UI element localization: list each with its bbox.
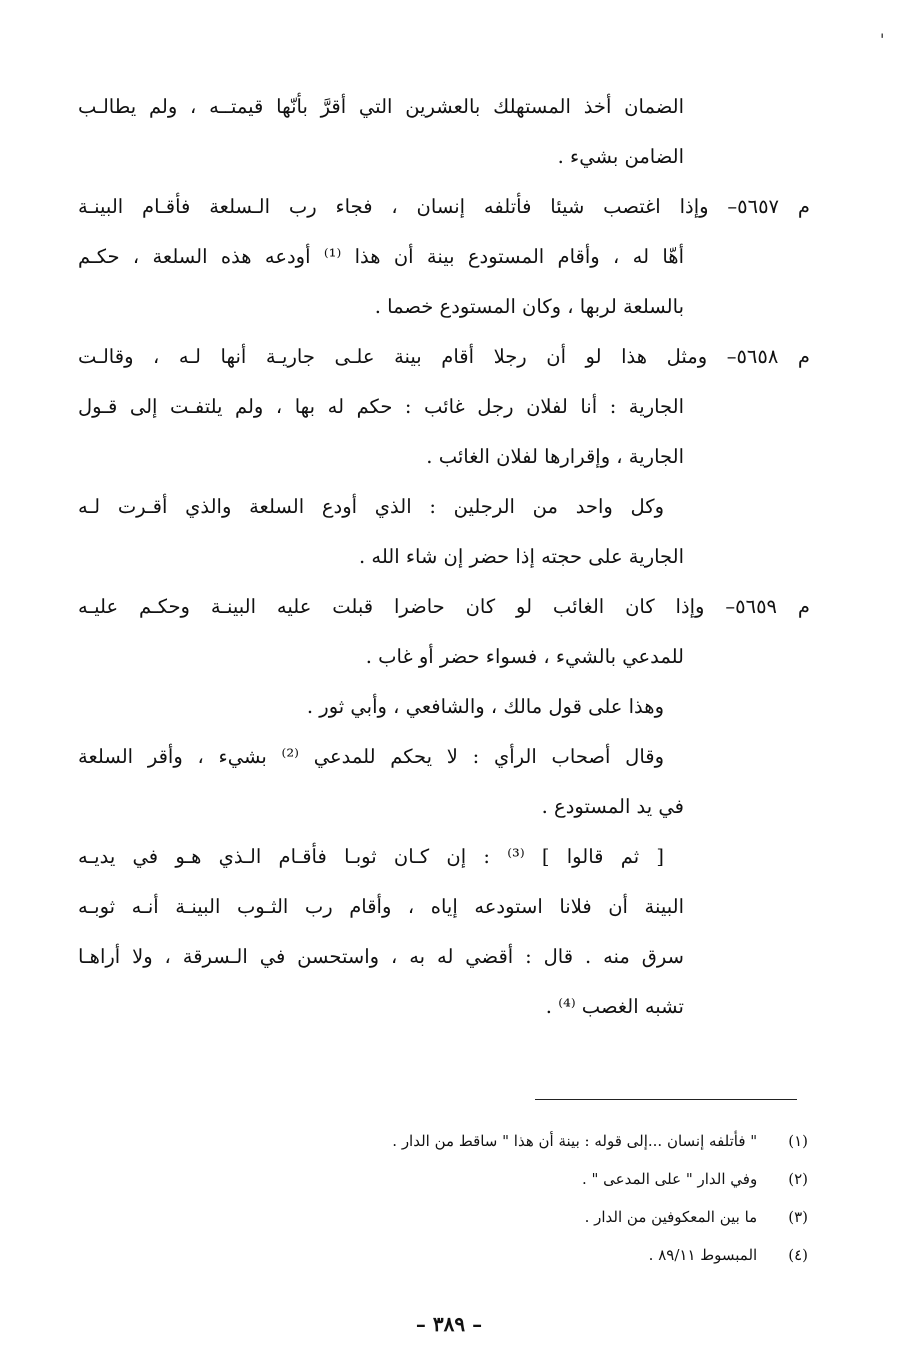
text-line: سرق منه . قال : أقضي له به ، واستحسن في الـسرقة ، ولا أراهـا xyxy=(78,945,684,968)
text-line: الضامن بشيء . xyxy=(557,145,684,168)
footnote xyxy=(288,1122,808,1160)
text-line: وهذا على قول مالك ، والشافعي ، وأبي ثور . xyxy=(306,695,664,718)
footnote xyxy=(288,1236,808,1274)
footnote-number: (٢) xyxy=(788,1170,808,1188)
numbered-issue-line: م ٥٦٥٨– ومثل هذا لو أن رجلا أقام بينة علـى جاريـة أنها لـه ، وقالـت xyxy=(78,345,810,368)
page-number: – ٣٨٩ – xyxy=(415,1312,483,1336)
text-line: وقال أصحاب الرأي : لا يحكم للمدعي ⁽²⁾ بشيء ، وأقر السلعة xyxy=(78,745,664,768)
text-line: [ ثم قالوا ] ⁽³⁾ : إن كـان ثوبـا فأقـام الـذي هـو في يديـه xyxy=(78,845,664,868)
footnote-separator xyxy=(535,1099,797,1100)
text-line: أهّا له ، وأقام المستودع بينة أن هذا ⁽¹⁾ أودعه هذه السلعة ، حكـم xyxy=(78,245,684,268)
footnote-text: وفي الدار " على المدعى " . xyxy=(581,1170,758,1188)
footnote-text: ما بين المعكوفين من الدار . xyxy=(584,1208,758,1226)
text-line: في يد المستودع . xyxy=(541,795,684,818)
text-line: بالسلعة لربها ، وكان المستودع خصما . xyxy=(374,295,684,318)
footnote-number: (١) xyxy=(788,1132,808,1150)
footnote-text: " فأتلفه إنسان ...إلى قوله : بينة أن هذا " ساقط من الدار . xyxy=(392,1132,758,1150)
main-text xyxy=(78,82,810,1032)
footnote-number: (٤) xyxy=(788,1246,808,1264)
text-line: البينة أن فلانا استودعه إياه ، وأقام رب الثـوب البينـة أنـه ثوبـه xyxy=(78,895,684,918)
numbered-issue-line: م ٥٦٥٧– وإذا اغتصب شيئا فأتلفه إنسان ، فجاء رب الـسلعة فأقـام البينـة xyxy=(78,195,810,218)
text-line: وكل واحد من الرجلين : الذي أودع السلعة والذي أقـرت لـه xyxy=(78,495,664,518)
numbered-issue-line: م ٥٦٥٩– وإذا كان الغائب لو كان حاضرا قبلت عليه البينـة وحكـم عليـه xyxy=(78,595,810,618)
text-line: للمدعي بالشيء ، فسواء حضر أو غاب . xyxy=(365,645,684,668)
text-line: الضمان أخذ المستهلك بالعشرين التي أقرَّ بأنّها قيمتــه ، ولم يطالـب xyxy=(78,95,684,118)
text-line: الجارية على حجته إذا حضر إن شاء الله . xyxy=(359,545,684,568)
text-line: تشبه الغصب ⁽⁴⁾ . xyxy=(545,995,684,1018)
text-line: الجارية : أنا لفلان رجل غائب : حكم له بها ، ولم يلتفـت إلى قـول xyxy=(78,395,684,418)
footnote xyxy=(288,1198,808,1236)
corner-mark: ' xyxy=(880,30,885,49)
footnote-text: المبسوط ٨٩/١١ . xyxy=(648,1246,758,1264)
text-line: الجارية ، وإقرارها لفلان الغائب . xyxy=(426,445,684,468)
footnote-number: (٣) xyxy=(788,1208,808,1226)
footnotes xyxy=(288,1122,808,1274)
footnote xyxy=(288,1160,808,1198)
